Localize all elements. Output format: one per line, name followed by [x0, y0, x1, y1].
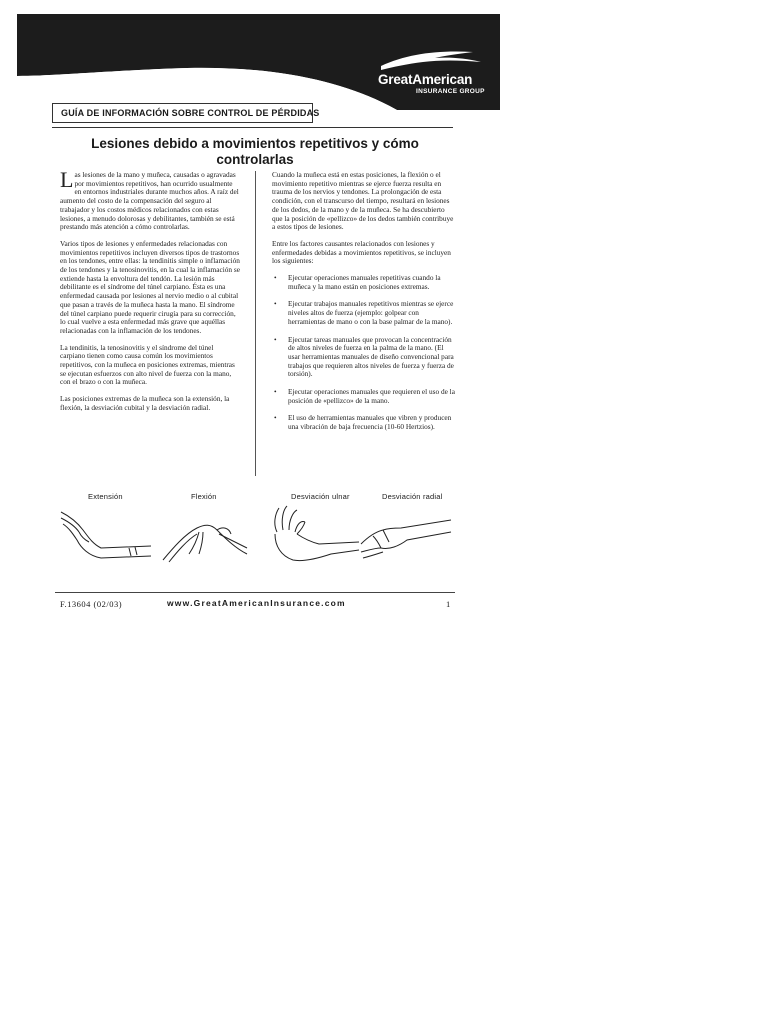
hand-positions-figure [55, 492, 455, 572]
paragraph: Varios tipos de lesiones y enfermedades relacionadas con movimientos repetitivos incluyen diversos tipos de trastornos en los tendones, entre ellas: la tendinitis simple o inflamación de los tendones y la tenosinovitis, en la cual la inflamación se extiende hasta la envoltura del tendón. La lesión más debilitante es el síndrome del túnel carpiano. Ésta es una enfermedad causada por lesiones al nervio medio o al cubital que pasan a través de la muñeca hasta la mano. El síndrome del túnel carpiano puede requerir cirugía para su corrección, lo cual vuelve a esta enfermedad más grave que aquéllas relacionadas con la inflamación de los tendones. [60, 238, 240, 335]
bullet-icon: • [274, 273, 277, 283]
hand-extension-icon [59, 504, 154, 566]
paragraph: Las lesiones de la mano y muñeca, causadas o agravadas por movimientos repetitivos, han ocurrido usualmente en entornos industriales durante muchos años. A raíz del aumento del costo de la compensación del seguro al trabajador y los costos médicos relacionados con estas lesiones, a menudo dolorosas y debilitantes, también se está prestando más atención a cómo controlarlas. [60, 167, 239, 232]
title-line: controlarlas [216, 152, 294, 167]
hand-radial-deviation-icon [359, 504, 454, 566]
figure-label: Flexión [191, 492, 217, 501]
figure-label: Desviación radial [382, 492, 443, 501]
bullet-icon: • [274, 334, 277, 344]
eagle-swoosh-icon [377, 48, 497, 74]
hand-flexion-icon [159, 504, 254, 566]
guide-label: GUÍA DE INFORMACIÓN SOBRE CONTROL DE PÉRDIDAS [52, 103, 313, 123]
page-number: 1 [446, 599, 451, 609]
logo-subtitle: INSURANCE GROUP [416, 88, 485, 95]
paragraph: Las posiciones extremas de la muñeca son la extensión, la flexión, la desviación cubital y la desviación radial. [60, 394, 230, 412]
form-code: F.13604 (02/03) [60, 599, 123, 609]
header-rule [52, 127, 453, 128]
left-column [60, 167, 240, 421]
right-column [272, 171, 455, 441]
figure-label: Desviación ulnar [291, 492, 350, 501]
bullet-icon: • [274, 299, 277, 309]
logo-wordmark: GreatAmerican [378, 72, 473, 87]
list-item: • Ejecutar trabajos manuales repetitivos mientras se ejerce niveles altos de fuerza (ejemplo: golpear con herramientas de mano o con la base palmar de la mano). [274, 299, 454, 326]
column-divider [255, 171, 256, 476]
footer-rule [55, 592, 455, 593]
paragraph: Entre los factores causantes relacionados con lesiones y enfermedades debidas a movimientos repetitivos, se incluyen los siguientes: [272, 238, 451, 266]
factor-list [272, 274, 455, 432]
list-item: • Ejecutar tareas manuales que provocan la concentración de altos niveles de fuerza en la palma de la mano. (El usar herramientas manuales de diseño convencional para trabajos que requieren altos niveles de fuerza y fuerza de torsión). [274, 334, 454, 379]
company-logo [377, 48, 497, 98]
list-item: • Ejecutar operaciones manuales repetitivas cuando la muñeca y la mano están en posiciones extremas. [274, 273, 441, 291]
title-line: Lesiones debido a movimientos repetitivos y cómo [91, 136, 419, 151]
paragraph: Cuando la muñeca está en estas posiciones, la flexión o el movimiento repetitivo mientras se ejerce fuerza resulta en trauma de los nervios y tendones. La prolongación de esta condición, con el transcurso del tiempo, resultará en lesiones de los dedos, de la mano y de la muñeca. Se ha descubierto que la posición de «pellizco» de los dedos también contribuye a estos tipos de lesiones. [272, 170, 454, 232]
hand-ulnar-deviation-icon [269, 502, 364, 566]
bullet-icon: • [274, 413, 277, 423]
page-title [55, 136, 455, 168]
bullet-icon: • [274, 387, 277, 397]
drop-cap: L [60, 167, 74, 192]
list-item: • El uso de herramientas manuales que vibren y producen una vibración de baja frecuencia (10-60 Hertzios). [274, 413, 452, 432]
figure-label: Extensión [88, 492, 123, 501]
website-url: www.GreatAmericanInsurance.com [167, 598, 346, 608]
list-item: • Ejecutar operaciones manuales que requieren el uso de la posición de «pellizco» de la mano. [274, 387, 455, 405]
paragraph: La tendinitis, la tenosinovitis y el síndrome del túnel carpiano tienen como causa común los movimientos repetitivos, con la muñeca en posiciones extremas, mientras se ejecutan esfuerzos con alto nivel de fuerza con la mano, con el brazo o con la muñeca. [60, 342, 235, 387]
